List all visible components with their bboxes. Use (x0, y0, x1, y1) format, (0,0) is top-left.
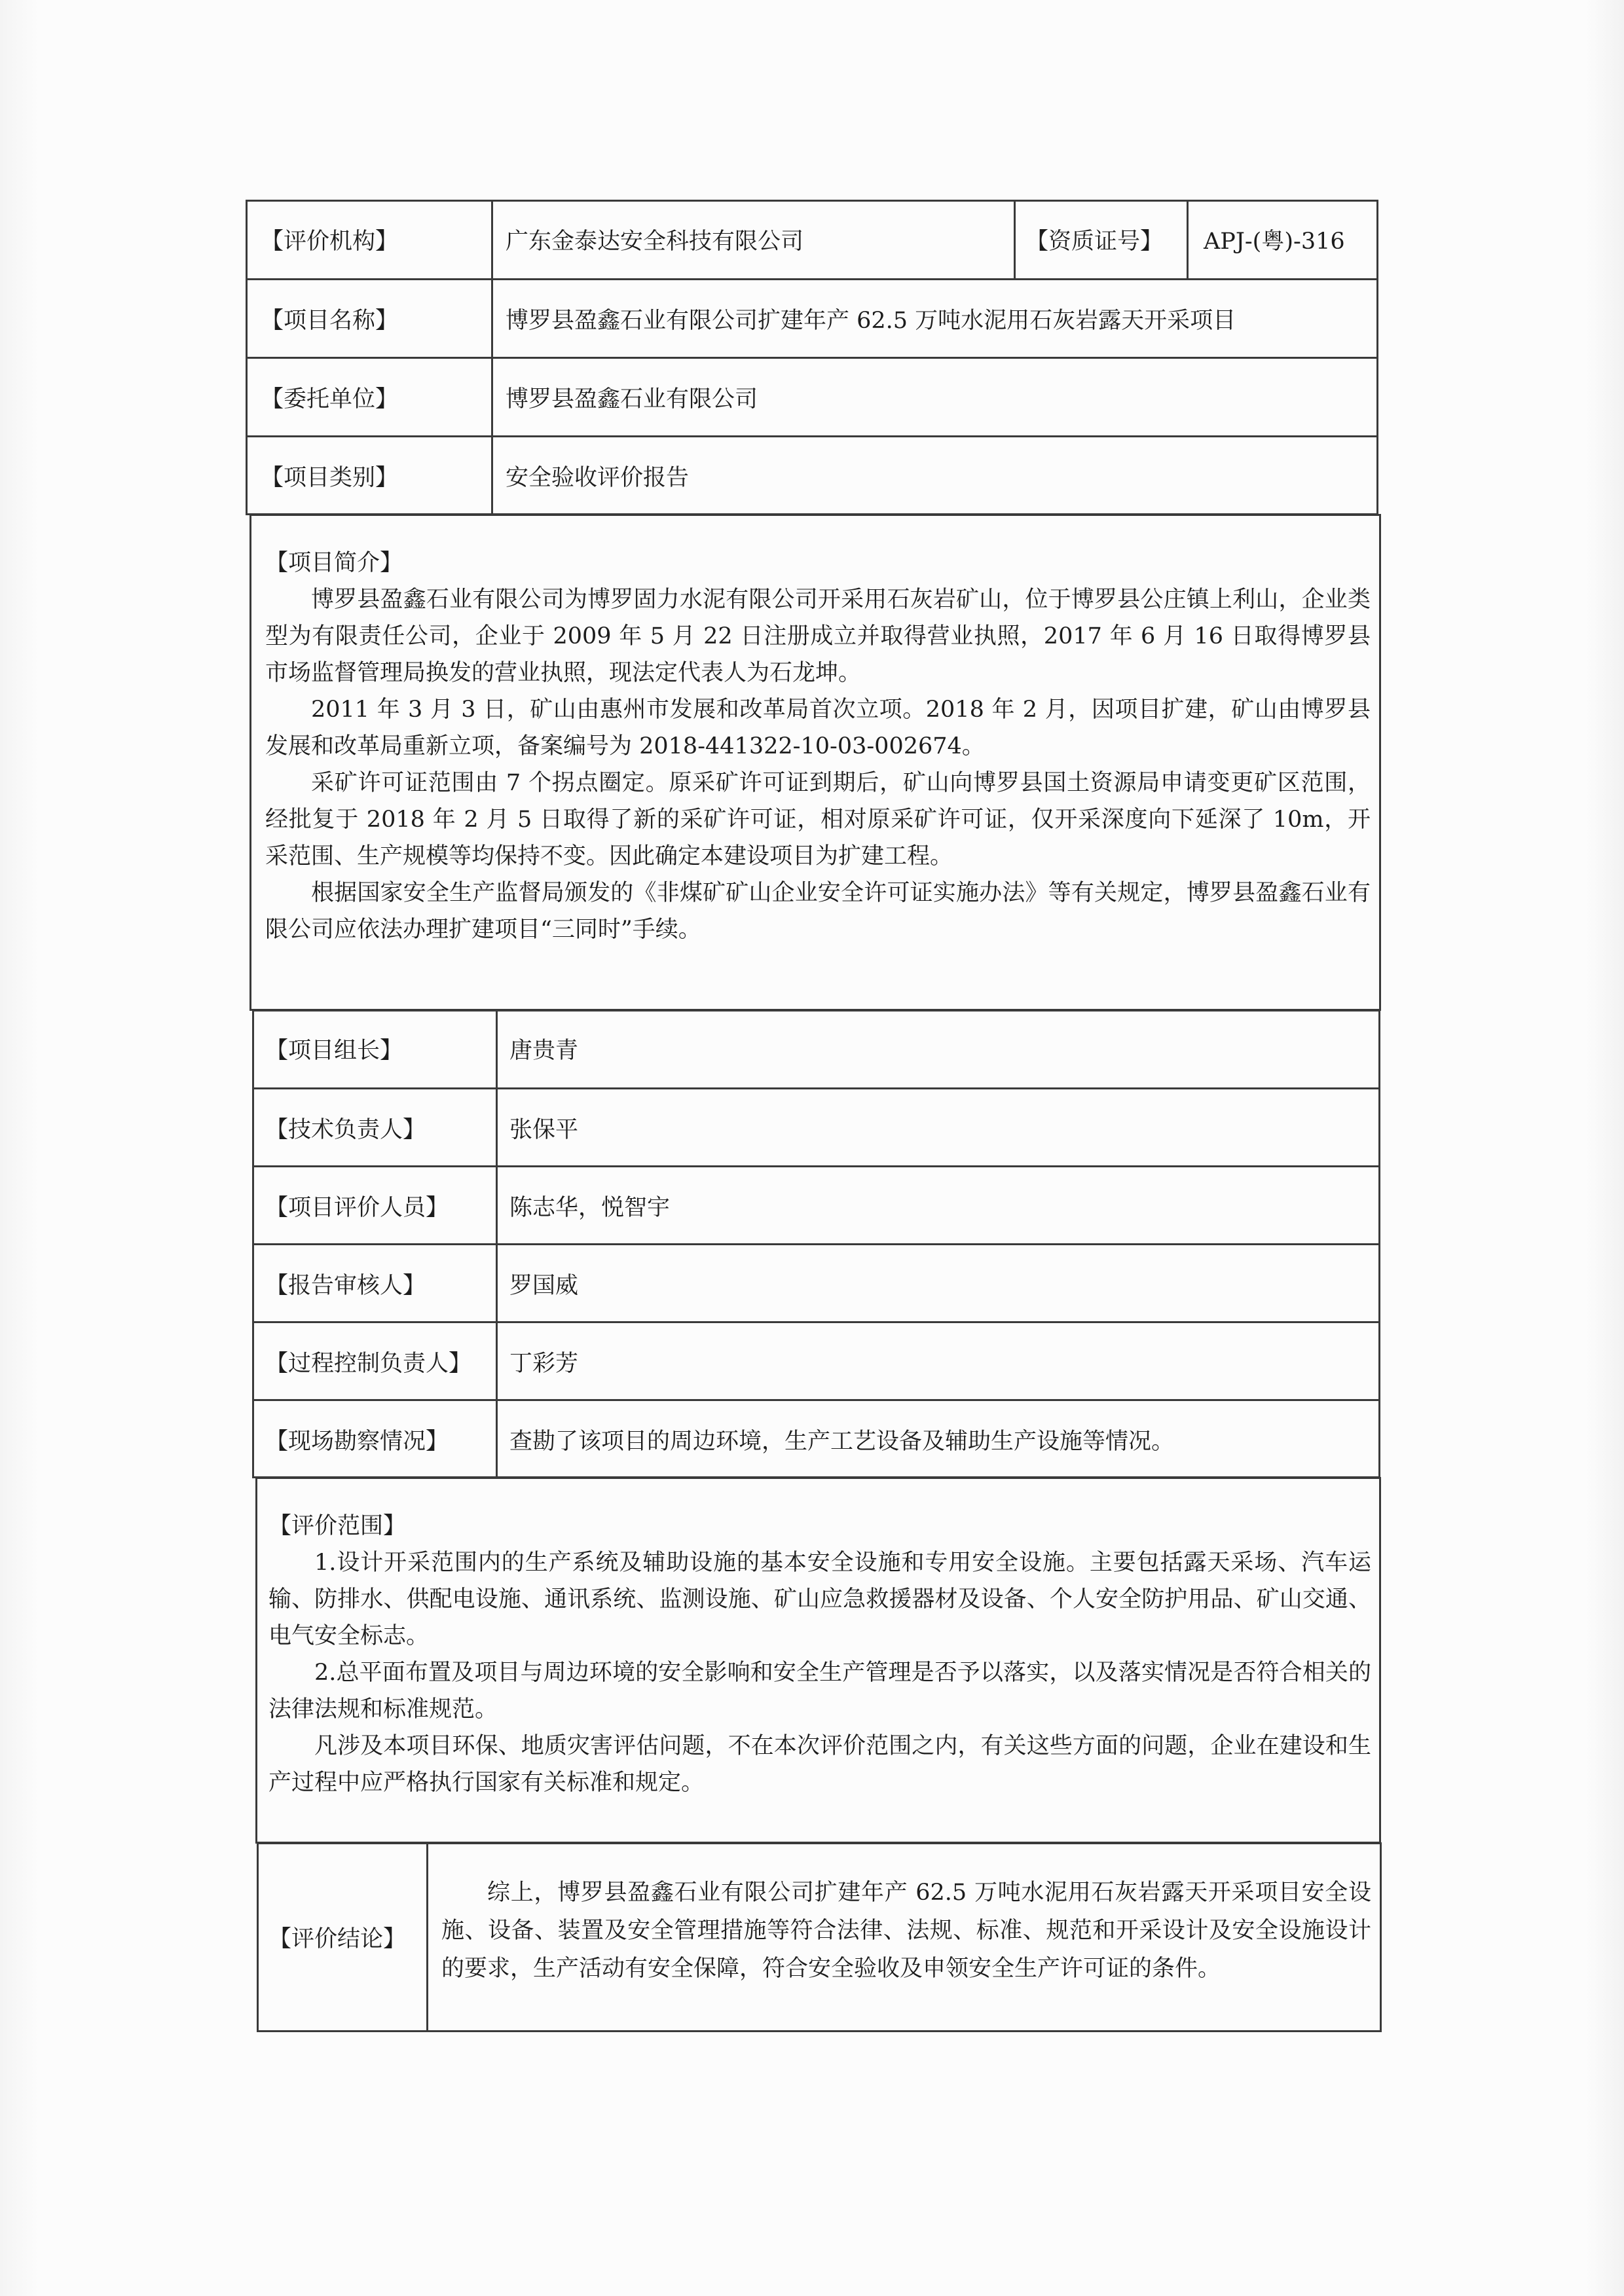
intro-paragraph: 博罗县盈鑫石业有限公司为博罗固力水泥有限公司开采用石灰岩矿山，位于博罗县公庄镇上利山，企业类型为有限责任公司，企业于 2009 年 5 月 22 日注册成立并取得营业执照，2017 年 6 月 16 日取得博罗县市场监督管理局换发的营业执照，现法定代表人为石龙坤。 (265, 587, 1371, 686)
label-conclusion: 【评价结论】 (268, 1926, 407, 1952)
value-technical-lead: 张保平 (509, 1116, 579, 1143)
scope-paragraph: 1.设计开采范围内的生产系统及辅助设施的基本安全设施和专用安全设施。主要包括露天采场、汽车运输、防排水、供配电设施、通讯系统、监测设施、矿山应急救援器材及设备、个人安全防护用品、矿山交通、电气安全标志。 (268, 1550, 1371, 1649)
label-site-survey: 【现场勘察情况】 (265, 1428, 449, 1455)
scope-heading: 【评价范围】 (268, 1513, 407, 1539)
conclusion-text: 综上，博罗县盈鑫石业有限公司扩建年产 62.5 万吨水泥用石灰岩露天开采项目安全设施、设备、装置及安全管理措施等符合法律、法规、标准、规范和开采设计及安全设施设计的要求，生产活动有安全保障，符合安全验收及申领安全生产许可证的条件。 (441, 1880, 1371, 1982)
label-process-control: 【过程控制负责人】 (265, 1350, 472, 1377)
scope-paragraph: 凡涉及本项目环保、地质灾害评估问题，不在本次评价范围之内，有关这些方面的问题，企业在建设和生产过程中应严格执行国家有关标准和规定。 (268, 1733, 1371, 1796)
label-project-category: 【项目类别】 (261, 465, 399, 491)
scope-paragraph: 2.总平面布置及项目与周边环境的安全影响和安全生产管理是否予以落实，以及落实情况是否符合相关的法律法规和标准规范。 (268, 1660, 1371, 1722)
label-evaluators: 【项目评价人员】 (265, 1194, 449, 1221)
label-reviewer: 【报告审核人】 (265, 1272, 426, 1299)
intro-heading: 【项目简介】 (265, 550, 403, 576)
intro-section (265, 545, 1371, 948)
divider (1014, 200, 1016, 280)
label-client: 【委托单位】 (261, 386, 399, 412)
value-site-survey: 查勘了该项目的周边环境，生产工艺设备及辅助生产设施等情况。 (509, 1428, 1175, 1455)
label-evaluation-org: 【评价机构】 (261, 228, 399, 255)
label-project-name: 【项目名称】 (261, 308, 399, 334)
divider (426, 1842, 428, 2032)
scope-section (268, 1508, 1371, 1801)
label-team-leader: 【项目组长】 (265, 1037, 403, 1064)
conclusion-section (441, 1874, 1371, 1988)
intro-paragraph: 2011 年 3 月 3 日，矿山由惠州市发展和改革局首次立项。2018 年 2 月，因项目扩建，矿山由博罗县发展和改革局重新立项，备案编号为 2018-441322-10-03-002674。 (265, 697, 1371, 759)
value-qualification-no: APJ-(粤)-316 (1204, 228, 1345, 255)
value-evaluation-org: 广东金泰达安全科技有限公司 (506, 228, 804, 255)
intro-paragraph: 采矿许可证范围由 7 个拐点圈定。原采矿许可证到期后，矿山向博罗县国土资源局申请变更矿区范围，经批复于 2018 年 2 月 5 日取得了新的采矿许可证，相对原采矿许可证，仅开采深度向下延深了 10m，开采范围、生产规模等均保持不变。因此确定本建设项目为扩建工程。 (265, 770, 1371, 869)
value-evaluators: 陈志华，悦智宇 (509, 1194, 671, 1221)
value-process-control: 丁彩芳 (509, 1350, 579, 1377)
value-project-category: 安全验收评价报告 (506, 465, 690, 491)
value-team-leader: 唐贵青 (509, 1037, 579, 1064)
value-project-name: 博罗县盈鑫石业有限公司扩建年产 62.5 万吨水泥用石灰岩露天开采项目 (506, 308, 1236, 334)
value-client: 博罗县盈鑫石业有限公司 (506, 386, 758, 412)
intro-paragraph: 根据国家安全生产监督局颁发的《非煤矿矿山企业安全许可证实施办法》等有关规定，博罗县盈鑫石业有限公司应依法办理扩建项目“三同时”手续。 (265, 880, 1371, 943)
label-qualification-no: 【资质证号】 (1025, 228, 1164, 255)
value-reviewer: 罗国威 (509, 1272, 579, 1299)
label-technical-lead: 【技术负责人】 (265, 1116, 426, 1143)
divider (1187, 200, 1189, 280)
